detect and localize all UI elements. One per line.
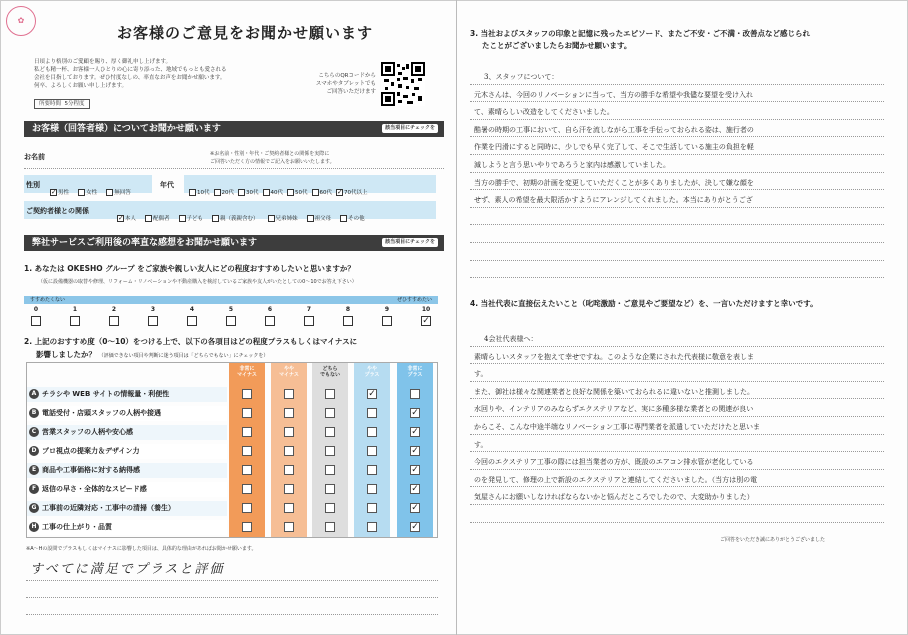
- handwritten-comment: すべてに満足でプラスと評価: [30, 562, 225, 577]
- handwritten-line: 当方の勝手で、初期の計画を変更していただくことが多くありましたが、決して嫌な顔を: [474, 178, 754, 187]
- question-3b: たことがございましたらお聞かせ願います。: [482, 41, 632, 50]
- scale-checkbox[interactable]: [31, 316, 41, 326]
- answer-line: [470, 381, 884, 382]
- answer-line: [470, 522, 884, 523]
- item-letter: E: [29, 465, 39, 475]
- rating-column-header: やや マイナス: [279, 366, 299, 378]
- rating-item: [29, 444, 229, 458]
- thanks-text: ご回答をいただき誠にありがとうございました: [720, 537, 826, 543]
- scale-number: 9: [384, 306, 390, 313]
- rating-checkbox[interactable]: [242, 522, 252, 532]
- age-option[interactable]: ✓70代以上: [337, 188, 368, 196]
- rating-checkbox[interactable]: [325, 465, 335, 475]
- rating-checkbox[interactable]: [325, 389, 335, 399]
- item-text: 工事の仕上がり・品質: [42, 523, 112, 531]
- item-letter: A: [29, 389, 39, 399]
- rating-checkbox[interactable]: [367, 503, 377, 513]
- rating-item: [29, 520, 229, 534]
- rating-checkbox[interactable]: [325, 408, 335, 418]
- relation-checkbox[interactable]: [307, 215, 314, 222]
- age-option[interactable]: 30代: [238, 188, 259, 196]
- handwritten-line: せず、素人の希望を最大限活かすようにアレンジしてくれました。本当にありがとうござ: [474, 196, 753, 205]
- age-options: [189, 179, 372, 198]
- handwritten-line: 酷暑の時期の工事において、自ら汗を流しながら工事を手伝っておられる姿は、施行者の: [474, 125, 754, 134]
- rating-checkbox[interactable]: [242, 389, 252, 399]
- comment-line: [26, 580, 438, 581]
- rating-item: [29, 482, 229, 496]
- checkbox-female[interactable]: [78, 189, 85, 196]
- gender-none-option[interactable]: 無回答: [106, 188, 131, 196]
- scale-number: 8: [345, 306, 351, 313]
- rating-checkbox[interactable]: [410, 389, 420, 399]
- relation-checkbox[interactable]: ✓: [118, 214, 124, 222]
- rating-checkbox[interactable]: ✓: [411, 503, 419, 513]
- gender-options: [50, 179, 135, 198]
- item-letter: D: [29, 446, 39, 456]
- rating-checkbox[interactable]: [284, 446, 294, 456]
- age-option[interactable]: 10代: [189, 188, 210, 196]
- rating-checkbox[interactable]: [367, 522, 377, 532]
- answer-line: [470, 277, 884, 278]
- relation-option[interactable]: ✓本人: [118, 214, 137, 222]
- handwritten-line: のを発見して、修理の上で新設のエクステリアと連結してくださいました。（当方は別の電: [474, 475, 758, 484]
- scale-checkbox[interactable]: [382, 316, 392, 326]
- section-impression-header: 弊社サービスご利用後の率直な感想をお聞かせ願います 該当項目にチェックを: [24, 235, 444, 251]
- name-label: お名前: [24, 153, 45, 161]
- age-option[interactable]: 60代: [312, 188, 333, 196]
- item-letter: C: [29, 427, 39, 437]
- item-text: 営業スタッフの人柄や安心感: [42, 428, 133, 436]
- scale-number: 1: [72, 306, 78, 313]
- rating-checkbox[interactable]: [242, 503, 252, 513]
- rating-checkbox[interactable]: [325, 522, 335, 532]
- rating-checkbox[interactable]: ✓: [411, 465, 419, 475]
- rating-checkbox[interactable]: [325, 427, 335, 437]
- name-note: ※お名前・性別・年代・ご契約者様との関係を実際に ご回答いただく方の情報でご記入をお願いいたします。: [210, 151, 335, 165]
- scale-checkbox[interactable]: [187, 316, 197, 326]
- rating-item: [29, 387, 229, 401]
- age-checkbox[interactable]: [312, 189, 319, 196]
- scale-checkbox[interactable]: [109, 316, 119, 326]
- answer-line: [470, 260, 884, 261]
- rating-checkbox[interactable]: [325, 503, 335, 513]
- item-letter: F: [29, 484, 39, 494]
- gender-female-option[interactable]: 女性: [78, 188, 97, 196]
- rating-checkbox[interactable]: ✓: [368, 389, 376, 399]
- rating-column-header: 非常に マイナス: [237, 366, 257, 378]
- relation-options: [117, 205, 374, 224]
- relation-checkbox[interactable]: [340, 215, 347, 222]
- handwritten-line: 3、スタッフについて：: [484, 73, 559, 81]
- rating-checkbox[interactable]: ✓: [411, 446, 419, 456]
- rating-checkbox[interactable]: [284, 465, 294, 475]
- scale-bar: すすめたくない ぜひすすめたい: [24, 296, 438, 304]
- age-checkbox[interactable]: [189, 189, 196, 196]
- rating-checkbox[interactable]: [284, 389, 294, 399]
- question-3: 3. 当社およびスタッフの印象と記憶に残ったエピソード、またご不安・ご不満・改善点など感じられ: [470, 29, 811, 38]
- section-respondent-header: お客様（回答者様）についてお聞かせ願います 該当項目にチェックを: [24, 121, 444, 137]
- handwritten-line: す。: [474, 370, 488, 379]
- item-text: 工事前の近隣対応・工事中の清掃（養生）: [42, 504, 175, 512]
- checkbox-no-answer[interactable]: [106, 189, 113, 196]
- scale-checkbox[interactable]: [265, 316, 275, 326]
- answer-4: [470, 328, 884, 538]
- qr-text: こちらのQRコードから スマホやタブレットでも ご回答いただけます: [315, 73, 376, 95]
- relation-checkbox[interactable]: [145, 215, 152, 222]
- age-option[interactable]: 50代: [287, 188, 308, 196]
- rating-checkbox[interactable]: [284, 522, 294, 532]
- handwritten-line: 減しようと言う思いやりであろうと家内は感激していました。: [474, 161, 670, 169]
- rating-checkbox[interactable]: [367, 484, 377, 494]
- rating-item: [29, 425, 229, 439]
- rating-item: [29, 406, 229, 420]
- item-text: 電話受付・店頭スタッフの人柄や接遇: [42, 409, 161, 417]
- scale-number: 3: [150, 306, 156, 313]
- answer-line: [470, 451, 884, 452]
- handwritten-line: 作業を円滑にすると同時に、少しでも早く完了して、そこで生活している施主の負担を軽: [474, 143, 754, 152]
- age-checkbox[interactable]: [214, 189, 221, 196]
- page-fold: [456, 0, 457, 635]
- handwritten-line: す。: [474, 440, 488, 449]
- handwritten-line: て、素晴らしい改造をしてくださいました。: [474, 108, 614, 117]
- handwritten-line: 気屋さんにお願いしなければならないかと悩んだところでしたので、大変助かりました）: [474, 493, 754, 502]
- rating-checkbox[interactable]: [242, 446, 252, 456]
- rating-checkbox[interactable]: [367, 446, 377, 456]
- rating-checkbox[interactable]: [367, 408, 377, 418]
- question-2b: 影響しましたか？ （評価できない項目や判断に迷う項目は「どちらでもない」にチェックを）: [36, 350, 269, 359]
- age-option[interactable]: 40代: [263, 188, 284, 196]
- age-option[interactable]: 20代: [214, 188, 235, 196]
- rating-column-header: 非常に プラス: [407, 366, 423, 378]
- rating-checkbox[interactable]: [325, 446, 335, 456]
- item-text: 商品や工事価格に対する納得感: [42, 466, 140, 474]
- relation-option[interactable]: 兄弟姉妹: [268, 214, 298, 222]
- question-1: 1. あなたは OKESHO グループ をご家族や親しい友人にどの程度おすすめしたいと思いますか？: [24, 264, 355, 273]
- rating-item: [29, 501, 229, 515]
- relation-option[interactable]: 子ども: [179, 214, 204, 222]
- rating-checkbox[interactable]: [325, 484, 335, 494]
- rating-checkbox[interactable]: [284, 484, 294, 494]
- scale-number: 10: [421, 306, 431, 313]
- rating-column-header: どちら でもない: [319, 366, 340, 378]
- rating-checkbox[interactable]: [284, 427, 294, 437]
- scale-checkbox[interactable]: [226, 316, 236, 326]
- scale-number: 7: [306, 306, 312, 313]
- item-text: 返信の早さ・全体的なスピード感: [42, 485, 147, 493]
- rating-checkbox[interactable]: ✓: [411, 427, 419, 437]
- handwritten-line: 4会社代表様へ：: [484, 335, 538, 343]
- checkbox-male[interactable]: ✓: [51, 188, 57, 196]
- scale-checkbox[interactable]: [148, 316, 158, 326]
- answer-line: [470, 224, 884, 225]
- scale-checkbox[interactable]: [304, 316, 314, 326]
- rating-checkbox[interactable]: ✓: [411, 522, 419, 532]
- rating-table: [26, 362, 438, 538]
- answer-3: [470, 66, 884, 286]
- item-letter: B: [29, 408, 39, 418]
- rating-checkbox[interactable]: [242, 427, 252, 437]
- item-letter: H: [29, 522, 39, 532]
- relation-option[interactable]: 祖父母: [307, 214, 332, 222]
- age-label: 年代: [160, 181, 174, 189]
- scale-number: 5: [228, 306, 234, 313]
- age-checkbox[interactable]: [263, 189, 270, 196]
- page-title: お客様のご意見をお聞かせ願います: [116, 24, 373, 42]
- item-text: プロ視点の提案力＆デザイン力: [42, 447, 140, 455]
- recommend-scale: [24, 306, 438, 330]
- rating-checkbox[interactable]: ✓: [411, 484, 419, 494]
- time-box: 所要時間 5分程度: [34, 99, 90, 109]
- age-checkbox[interactable]: [287, 189, 294, 196]
- scale-number: 2: [111, 306, 117, 313]
- name-line: [24, 168, 444, 169]
- relation-option[interactable]: 親（義親含む）: [212, 214, 259, 222]
- question-2: 2. 上記のおすすめ度（0～10）をつける上で、以下の各項目はどの程度プラスもしくはマイナスに: [24, 337, 358, 346]
- scale-number: 4: [189, 306, 195, 313]
- gender-male-option[interactable]: ✓男性: [51, 188, 70, 196]
- rating-checkbox[interactable]: ✓: [411, 408, 419, 418]
- item-text: チラシや WEB サイトの情報量・利便性: [42, 390, 170, 398]
- relation-checkbox[interactable]: [179, 215, 186, 222]
- item-letter: G: [29, 503, 39, 513]
- handwritten-line: 元木さんは、今回のリノベーションに当って、当方の勝手な希望や我儘な要望を受け入れ: [474, 90, 754, 99]
- rating-checkbox[interactable]: [284, 503, 294, 513]
- scale-number: 6: [267, 306, 273, 313]
- rating-item: [29, 463, 229, 477]
- handwritten-line: 今回のエクステリア工事の際には担当業者の方が、既設のエアコン排水管が老化している: [474, 458, 754, 467]
- relation-label: ご契約者様との関係: [26, 207, 89, 215]
- scale-checkbox[interactable]: ✓: [422, 316, 430, 326]
- handwritten-line: また、御社は様々な関連業者と良好な関係を築いておられるに違いないと推測しました。: [474, 387, 754, 396]
- handwritten-line: 水回りや、インテリアのみならずエクステリアなど、実に多種多様な業者との関連が良い: [474, 405, 754, 414]
- age-checkbox[interactable]: [238, 189, 245, 196]
- scale-number: 0: [33, 306, 39, 313]
- answer-line: [470, 242, 884, 243]
- intro-text: 日頃より格別のご愛顧を賜り、厚く御礼申し上げます。 私ども精一杯、お客様一人ひとりの心に寄り添った、地域でもっとも愛される 会社を目指しております。ぜひ忖度なしの、率直なお声をお聞かせ願います。 何卒、よろしくお願い申し上げます。: [34, 59, 227, 89]
- relation-checkbox[interactable]: [212, 215, 219, 222]
- gender-label: 性別: [26, 181, 40, 189]
- footnote: ※A～Hの設問でプラスもしくはマイナスに影響した項目は、具体的な理由があればお聞かせ願います。: [26, 546, 257, 552]
- relation-option[interactable]: 配偶者: [145, 214, 170, 222]
- scale-checkbox[interactable]: [70, 316, 80, 326]
- rating-checkbox[interactable]: [284, 408, 294, 418]
- question-4: 4. 当社代表に直接伝えたいこと（叱咤激励・ご意見やご要望など）を、一言いただけますと幸いです。: [470, 299, 818, 308]
- rating-checkbox[interactable]: [242, 465, 252, 475]
- rating-column-header: やや プラス: [364, 366, 380, 378]
- handwritten-line: 素晴らしいスタッフを抱えて幸せですね。このような企業にされた代表様に敬意を表しま: [474, 352, 754, 361]
- comment-line: [26, 597, 438, 598]
- rating-checkbox[interactable]: [242, 408, 252, 418]
- stamp-seal: ✿: [6, 6, 36, 36]
- rating-checkbox[interactable]: [242, 484, 252, 494]
- comment-line: [26, 614, 438, 615]
- rating-checkbox[interactable]: [367, 465, 377, 475]
- qr-code-icon[interactable]: [381, 62, 425, 106]
- relation-checkbox[interactable]: [268, 215, 275, 222]
- relation-option[interactable]: その他: [340, 214, 365, 222]
- handwritten-line: からこそ、こんな中途半端なリノベーション工事に専門業者を派遣していただけたと思いま: [474, 423, 761, 431]
- rating-checkbox[interactable]: [367, 427, 377, 437]
- question-1-note: （仮に設備機器の取替や修理、リフォーム・リノベーションや不動産購入を検討しているご家族や友人がいたとしての0～10でお答え下さい）: [38, 279, 357, 285]
- scale-checkbox[interactable]: [343, 316, 353, 326]
- age-checkbox[interactable]: ✓: [337, 188, 343, 196]
